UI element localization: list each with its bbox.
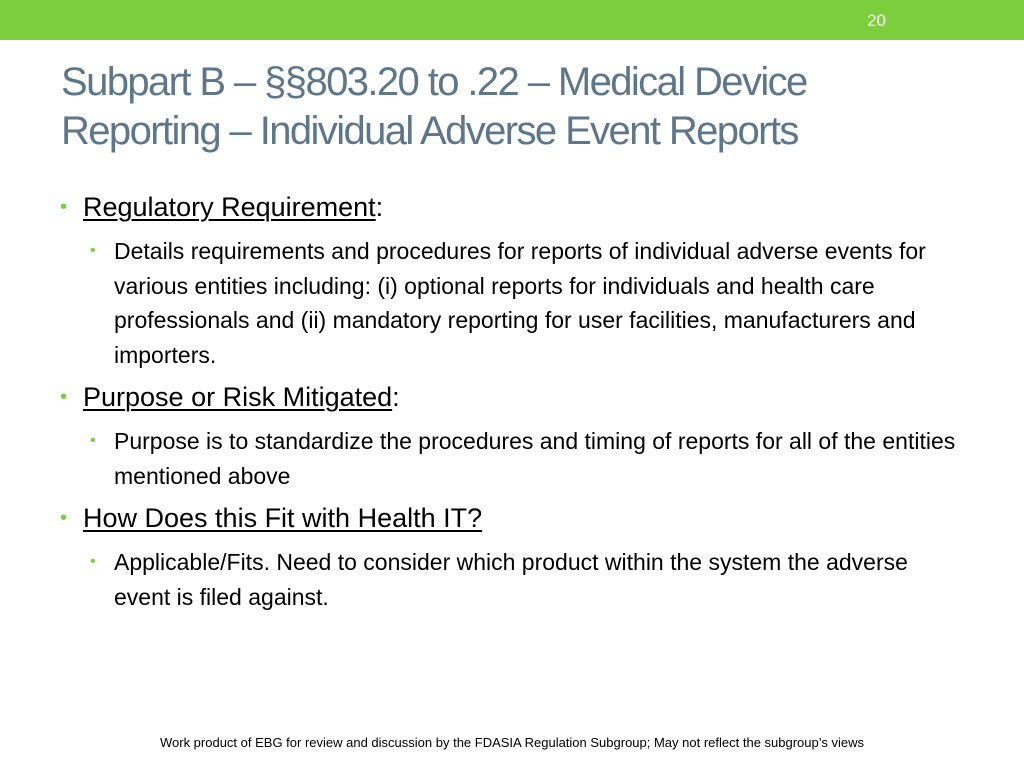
bullet-regulatory-requirement [60, 188, 960, 226]
bullet-dot-icon: • [60, 196, 68, 218]
slide-body [60, 188, 960, 620]
sub-bullet-dot-icon: • [90, 432, 96, 449]
sub-bullet-purpose-detail [90, 424, 960, 493]
title-line-1: Subpart B – §§803.20 to .22 – Medical Device [61, 60, 807, 104]
bullet-purpose-or-risk [60, 378, 960, 416]
title-line-2: Reporting – Individual Adverse Event Reports [61, 109, 798, 153]
sub-bullet-dot-icon: • [90, 553, 96, 570]
sub-bullet-text: Applicable/Fits. Need to consider which product within the system the adverse event is filed against. [114, 549, 908, 610]
sub-bullet-text: Details requirements and procedures for reports of individual adverse events for various entities including: (i) optional reports for individuals and health care professionals and (ii) mandatory reporting for user facilities, manufacturers and importers. [114, 238, 926, 368]
slide-title [61, 58, 981, 156]
sub-bullet-health-it-detail [90, 545, 960, 614]
bullet-heading: Purpose or Risk Mitigated [83, 382, 393, 412]
sub-bullet-regulatory-detail [90, 234, 960, 372]
sub-bullet-dot-icon: • [90, 242, 96, 259]
bullet-health-it-fit [60, 499, 960, 537]
bullet-heading-suffix: : [375, 192, 384, 222]
bullet-heading-suffix: : [392, 382, 400, 412]
slide-number: 20 [867, 11, 886, 30]
bullet-dot-icon: • [60, 386, 68, 408]
bullet-heading: How Does this Fit with Health IT? [83, 503, 483, 533]
footer-disclaimer: Work product of EBG for review and discussion by the FDASIA Regulation Subgroup; May not reflect the subgroup’s views [159, 735, 865, 750]
bullet-heading: Regulatory Requirement [83, 192, 376, 222]
sub-bullet-text: Purpose is to standardize the procedures and timing of reports for all of the entities mentioned above [114, 428, 956, 489]
bullet-dot-icon: • [60, 507, 68, 529]
header-bar [0, 0, 1024, 40]
